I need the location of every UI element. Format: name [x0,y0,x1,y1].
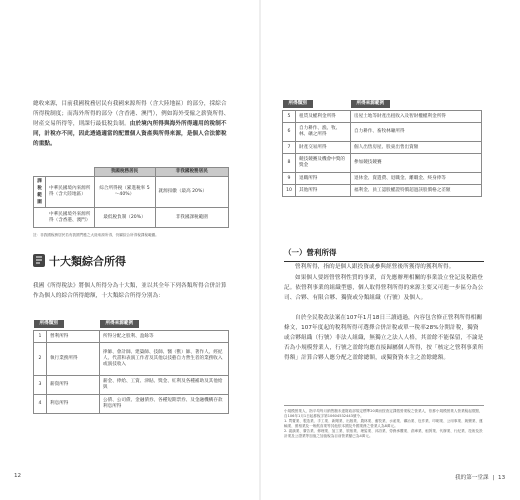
right-paragraph-3: 自於全民稅改法案在107年1月18日三讀通過，內容包含修正營利所得相關條文，107年度起的稅利所得可選擇合併計稅或單一稅率28%分開計稅，獨資或合夥組織（行號）非法人組織，無獨立之法人人格，其盈餘不能保留，不論是否為小規模營業人，行號之盈餘均應直接歸屬個人所得，按「核定之營利事業所得額」計算合夥人應分配之盈餘總額，或獨資資本主之盈餘總額。 [284,315,484,361]
table-row [34,331,229,343]
subsection-title-text: （一）營利所得 [284,248,337,257]
table-row [34,395,229,414]
row-category: 租賃及權利金所得 [296,111,351,123]
income-table [33,319,229,414]
right-paragraph-1: 營利所得，指的是個人跟投資或參與經營後所獲得的獲利所得。 [295,264,455,270]
row-example: 薪金、俸給、工資、津貼、獎金、紅利及各種補助及其他給與 [100,376,229,395]
row-category: 自力耕作、漁、牧、林、礦之所得 [296,123,351,142]
section-title: 十大類綜合所得 [49,255,126,268]
row-category: 競技競賽及機會中獎的獎金 [296,154,351,173]
tax-table-row-1-nonresident: 就源扣繳（最高 20%） [155,177,229,208]
left-paragraph-1-bold: 由於境內所得與海外所得適用的稅制不同，計稅亦不同，因此透過適當的配置個人資產與所得來源，是個人合法節稅的重點。 [33,121,227,147]
income-table-continued [282,99,482,197]
row-number: 3 [34,376,47,395]
footer-divider: | [492,475,495,481]
income-table-cont-header-example: 所得來源範例 [351,100,391,108]
footnote-3: 2. 裝潢業、廣告業、修理業、加工業、旅宿業、理髮業、沐浴業、勞務承攬業、倉庫業、租賃業、代辦業、行紀業、技術及設計業及公證業等加值之加值稅為目前營業額已為4萬元。 [284,429,483,438]
page-number-left: 12 [14,473,22,479]
row-number: 7 [283,142,296,154]
row-number: 1 [34,331,47,343]
tax-table-note: 註：非我國稅務居民若有我國門檻之大陸來源所得，仍屬綜合所得稅課稅範圍。 [33,233,159,237]
row-number: 6 [283,123,296,142]
left-paragraph-1 [33,99,231,149]
table-row [283,111,482,123]
tax-table-header-nonresident: 非我國稅務居民 [155,168,229,177]
table-row [283,173,482,185]
tax-table-row-group: 課稅範圍 [34,177,46,207]
income-table-header-example: 所得來源範例 [100,320,140,328]
left-paragraph-1-text: 總收來源，目前我國稅務居民有我國來源所得（含大陸地區）的部分，採綜合所得稅制度；而海外所得的部分（含香港、澳門），例如海外受僱之薪資所得、財產交易所得等，則課行最低稅負制。 [33,101,230,127]
row-example: 參加競技競賽 [351,154,482,173]
row-example: 房屋土地等財產出租收入及智財權權利金所得 [351,111,482,123]
footnote-2: 1. 買賣業、製造業、手工業、新聞業、出版業、農林業、畜牧業、水產業、礦冶業、包作業、印刷業、公用事業、娛樂業、運輸業、照相業及一般飲食業等其他依本國及外國業務之營業人為8萬元。 [284,419,483,428]
page-number-right: 13 [498,475,506,481]
left-paragraph-2: 我國《所得稅法》將個人所得分為十大類，並以其全年下列各類所得合併計算作為個人的綜合所得總額，十大類綜合所得分別為： [33,283,227,299]
row-number: 9 [283,173,296,185]
income-table-cont-header-category: 所得類別 [283,100,313,108]
tax-table-row-1-label: 中華民國境內來源所得（含大陸地區） [49,186,91,197]
tax-table-row-2-label: 中華民國境外來源所得（含香港、澳門） [34,208,95,228]
row-category: 其他所得 [296,185,351,197]
tax-table-row-1-resident: 綜合所得稅（累進稅率 5～40%） [94,177,155,208]
row-number: 4 [34,395,47,414]
right-paragraph-2: 如果個人要經營營利性質的事業，首先應辦理相關的事業設立登記及稅籍登記。依營利事業的組織型態，個人取得營利所得的來源主要又可進一步區分為公司、合夥、有限合夥、獨資或分類組織（行號）及個人。 [284,275,484,301]
footnotes [284,405,484,439]
row-example: 自力耕作、畜牧林礦所得 [351,123,482,142]
row-category: 薪資所得 [47,376,100,395]
tax-table-header-resident: 我國稅務居民 [94,168,155,177]
table-row [34,376,229,395]
subsection-title [284,240,484,262]
running-footer [455,473,505,481]
row-number: 2 [34,343,47,376]
row-category: 營利所得 [47,331,100,343]
row-category: 利息所得 [47,395,100,414]
row-example: 律師、會計師、建築師、技師、醫（獸）師、著作人、經紀人、代書和表演工作者及其他以技藝自力營生者的業務收入或演技收入 [100,343,229,376]
page-label: 我的第一堂課 [455,475,489,481]
book-pages-icon [33,254,45,267]
section-heading [33,253,233,269]
right-page [260,0,520,500]
row-example: 退休金、資遣費、退職金、離職金、終身俸等 [351,173,482,185]
income-table-header-category: 所得類別 [34,320,64,328]
tax-table-row-2-resident: 最低稅負制（20%） [94,208,155,228]
row-category: 執行業務所得 [47,343,100,376]
row-number: 8 [283,154,296,173]
table-row [34,343,229,376]
row-example: 福利金、員工認股權證特價超過該股價格之差額 [351,185,482,197]
footnote-1: 小規模營業人，指平均每月銷售額未達財政部規定標準20萬而按查定課徵營業稅之營業人，依都小規模營業人營業稅起徵點，自106年1月1日起都稅字第10604532443號令。 [284,409,483,418]
row-category: 財產交易所得 [296,142,351,154]
row-example: 所得分配之股利、盈餘等 [100,331,229,343]
row-example: 個人出售房屋、股東出售出資額 [351,142,482,154]
table-row [283,142,482,154]
row-number: 10 [283,185,296,197]
table-row [283,154,482,173]
tax-table [33,167,229,228]
tax-table-row-2-nonresident: 非我國課稅範圍 [155,208,229,228]
row-number: 5 [283,111,296,123]
table-row [283,123,482,142]
row-category: 退職所得 [296,173,351,185]
row-example: 公債、公司債、金融債券、各種短期票券、及金融機構存款利息所得 [100,395,229,414]
table-row [283,185,482,197]
